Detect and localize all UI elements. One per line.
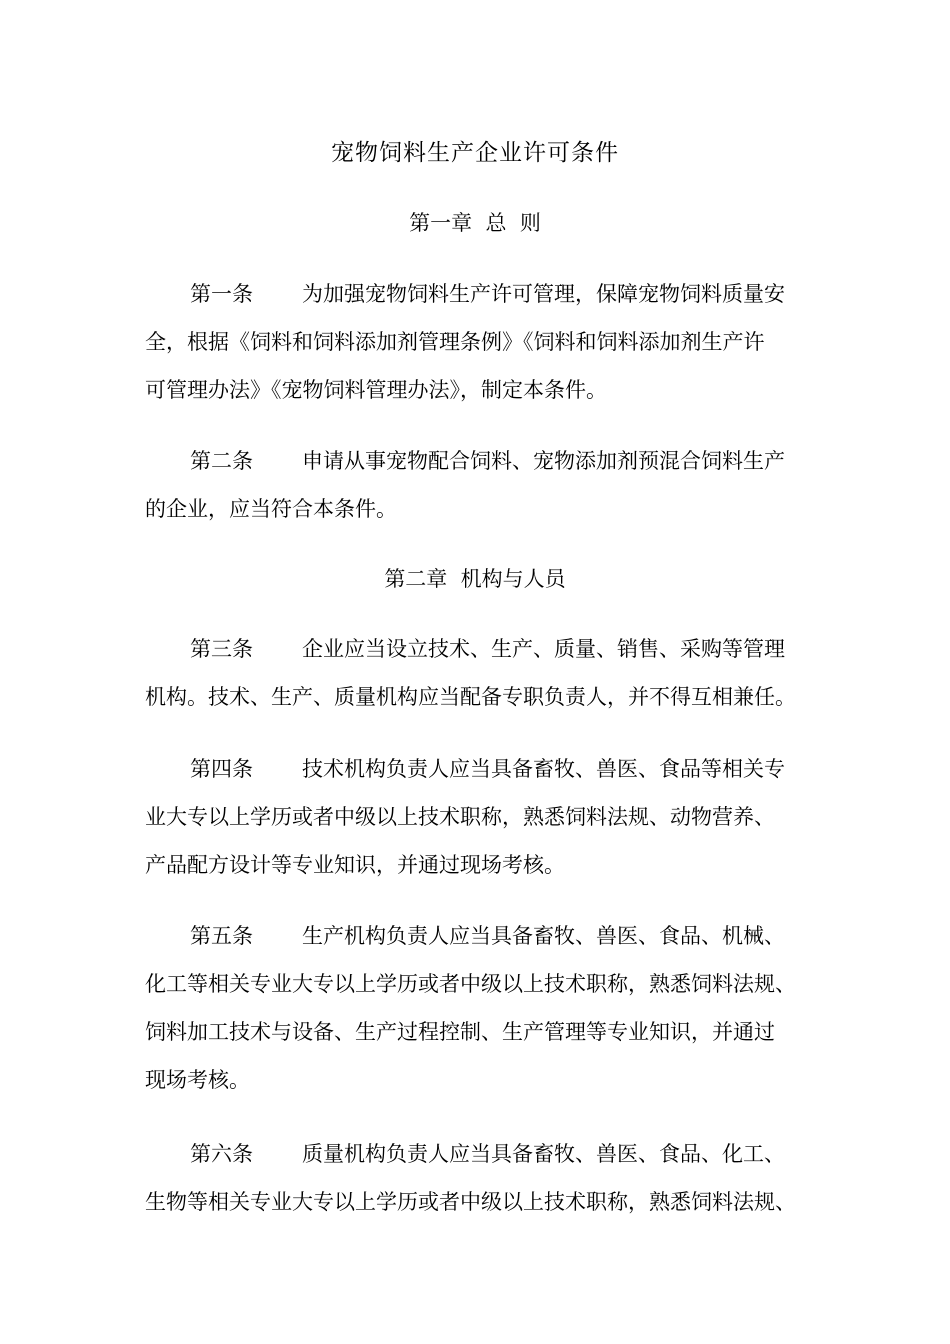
article-number: 第四条: [190, 757, 253, 781]
article-first-line: [145, 437, 815, 485]
article-first-line: [145, 270, 815, 318]
article-number: 第五条: [190, 924, 253, 948]
article-text-line: 的企业，应当符合本条件。: [145, 497, 397, 521]
article-5: [145, 912, 815, 1104]
chapter-heading: 第二章 机构与人员: [384, 567, 566, 591]
article-text-line: 机构。技术、生产、质量机构应当配备专职负责人，并不得互相兼任。: [145, 685, 796, 709]
article-text-line: 业大专以上学历或者中级以上技术职称，熟悉饲料法规、动物营养、: [145, 805, 775, 829]
document-title: 宠物饲料生产企业许可条件: [331, 140, 619, 166]
article-number: 第二条: [190, 449, 253, 473]
article-number: 第六条: [190, 1142, 253, 1166]
article-1: [145, 270, 815, 414]
article-6: [145, 1130, 815, 1226]
article-first-line: [145, 625, 815, 673]
article-text-line: 现场考核。: [145, 1068, 250, 1092]
article-number: 第一条: [190, 282, 253, 306]
article-text: 为加强宠物饲料生产许可管理，保障宠物饲料质量安: [302, 282, 785, 306]
article-text: 企业应当设立技术、生产、质量、销售、采购等管理: [302, 637, 785, 661]
article-2: [145, 437, 815, 533]
article-first-line: [145, 745, 815, 793]
article-text: 质量机构负责人应当具备畜牧、兽医、食品、化工、: [302, 1142, 785, 1166]
chapter-heading: 第一章 总 则: [409, 211, 541, 235]
article-4: [145, 745, 815, 889]
article-text-line: 生物等相关专业大专以上学历或者中级以上技术职称，熟悉饲料法规、: [145, 1190, 796, 1214]
article-text-line: 化工等相关专业大专以上学历或者中级以上技术职称，熟悉饲料法规、: [145, 972, 796, 996]
article-number: 第三条: [190, 637, 253, 661]
article-text: 申请从事宠物配合饲料、宠物添加剂预混合饲料生产: [302, 449, 785, 473]
article-text-line: 可管理办法》《宠物饲料管理办法》，制定本条件。: [145, 378, 607, 402]
article-text-line: 饲料加工技术与设备、生产过程控制、生产管理等专业知识，并通过: [145, 1020, 775, 1044]
article-text: 生产机构负责人应当具备畜牧、兽医、食品、机械、: [302, 924, 785, 948]
article-text: 技术机构负责人应当具备畜牧、兽医、食品等相关专: [302, 757, 785, 781]
article-3: [145, 625, 815, 721]
article-text-line: 产品配方设计等专业知识，并通过现场考核。: [145, 853, 565, 877]
article-first-line: [145, 912, 815, 960]
article-text-line: 全，根据《饲料和饲料添加剂管理条例》《饲料和饲料添加剂生产许: [145, 330, 765, 354]
article-first-line: [145, 1130, 815, 1178]
